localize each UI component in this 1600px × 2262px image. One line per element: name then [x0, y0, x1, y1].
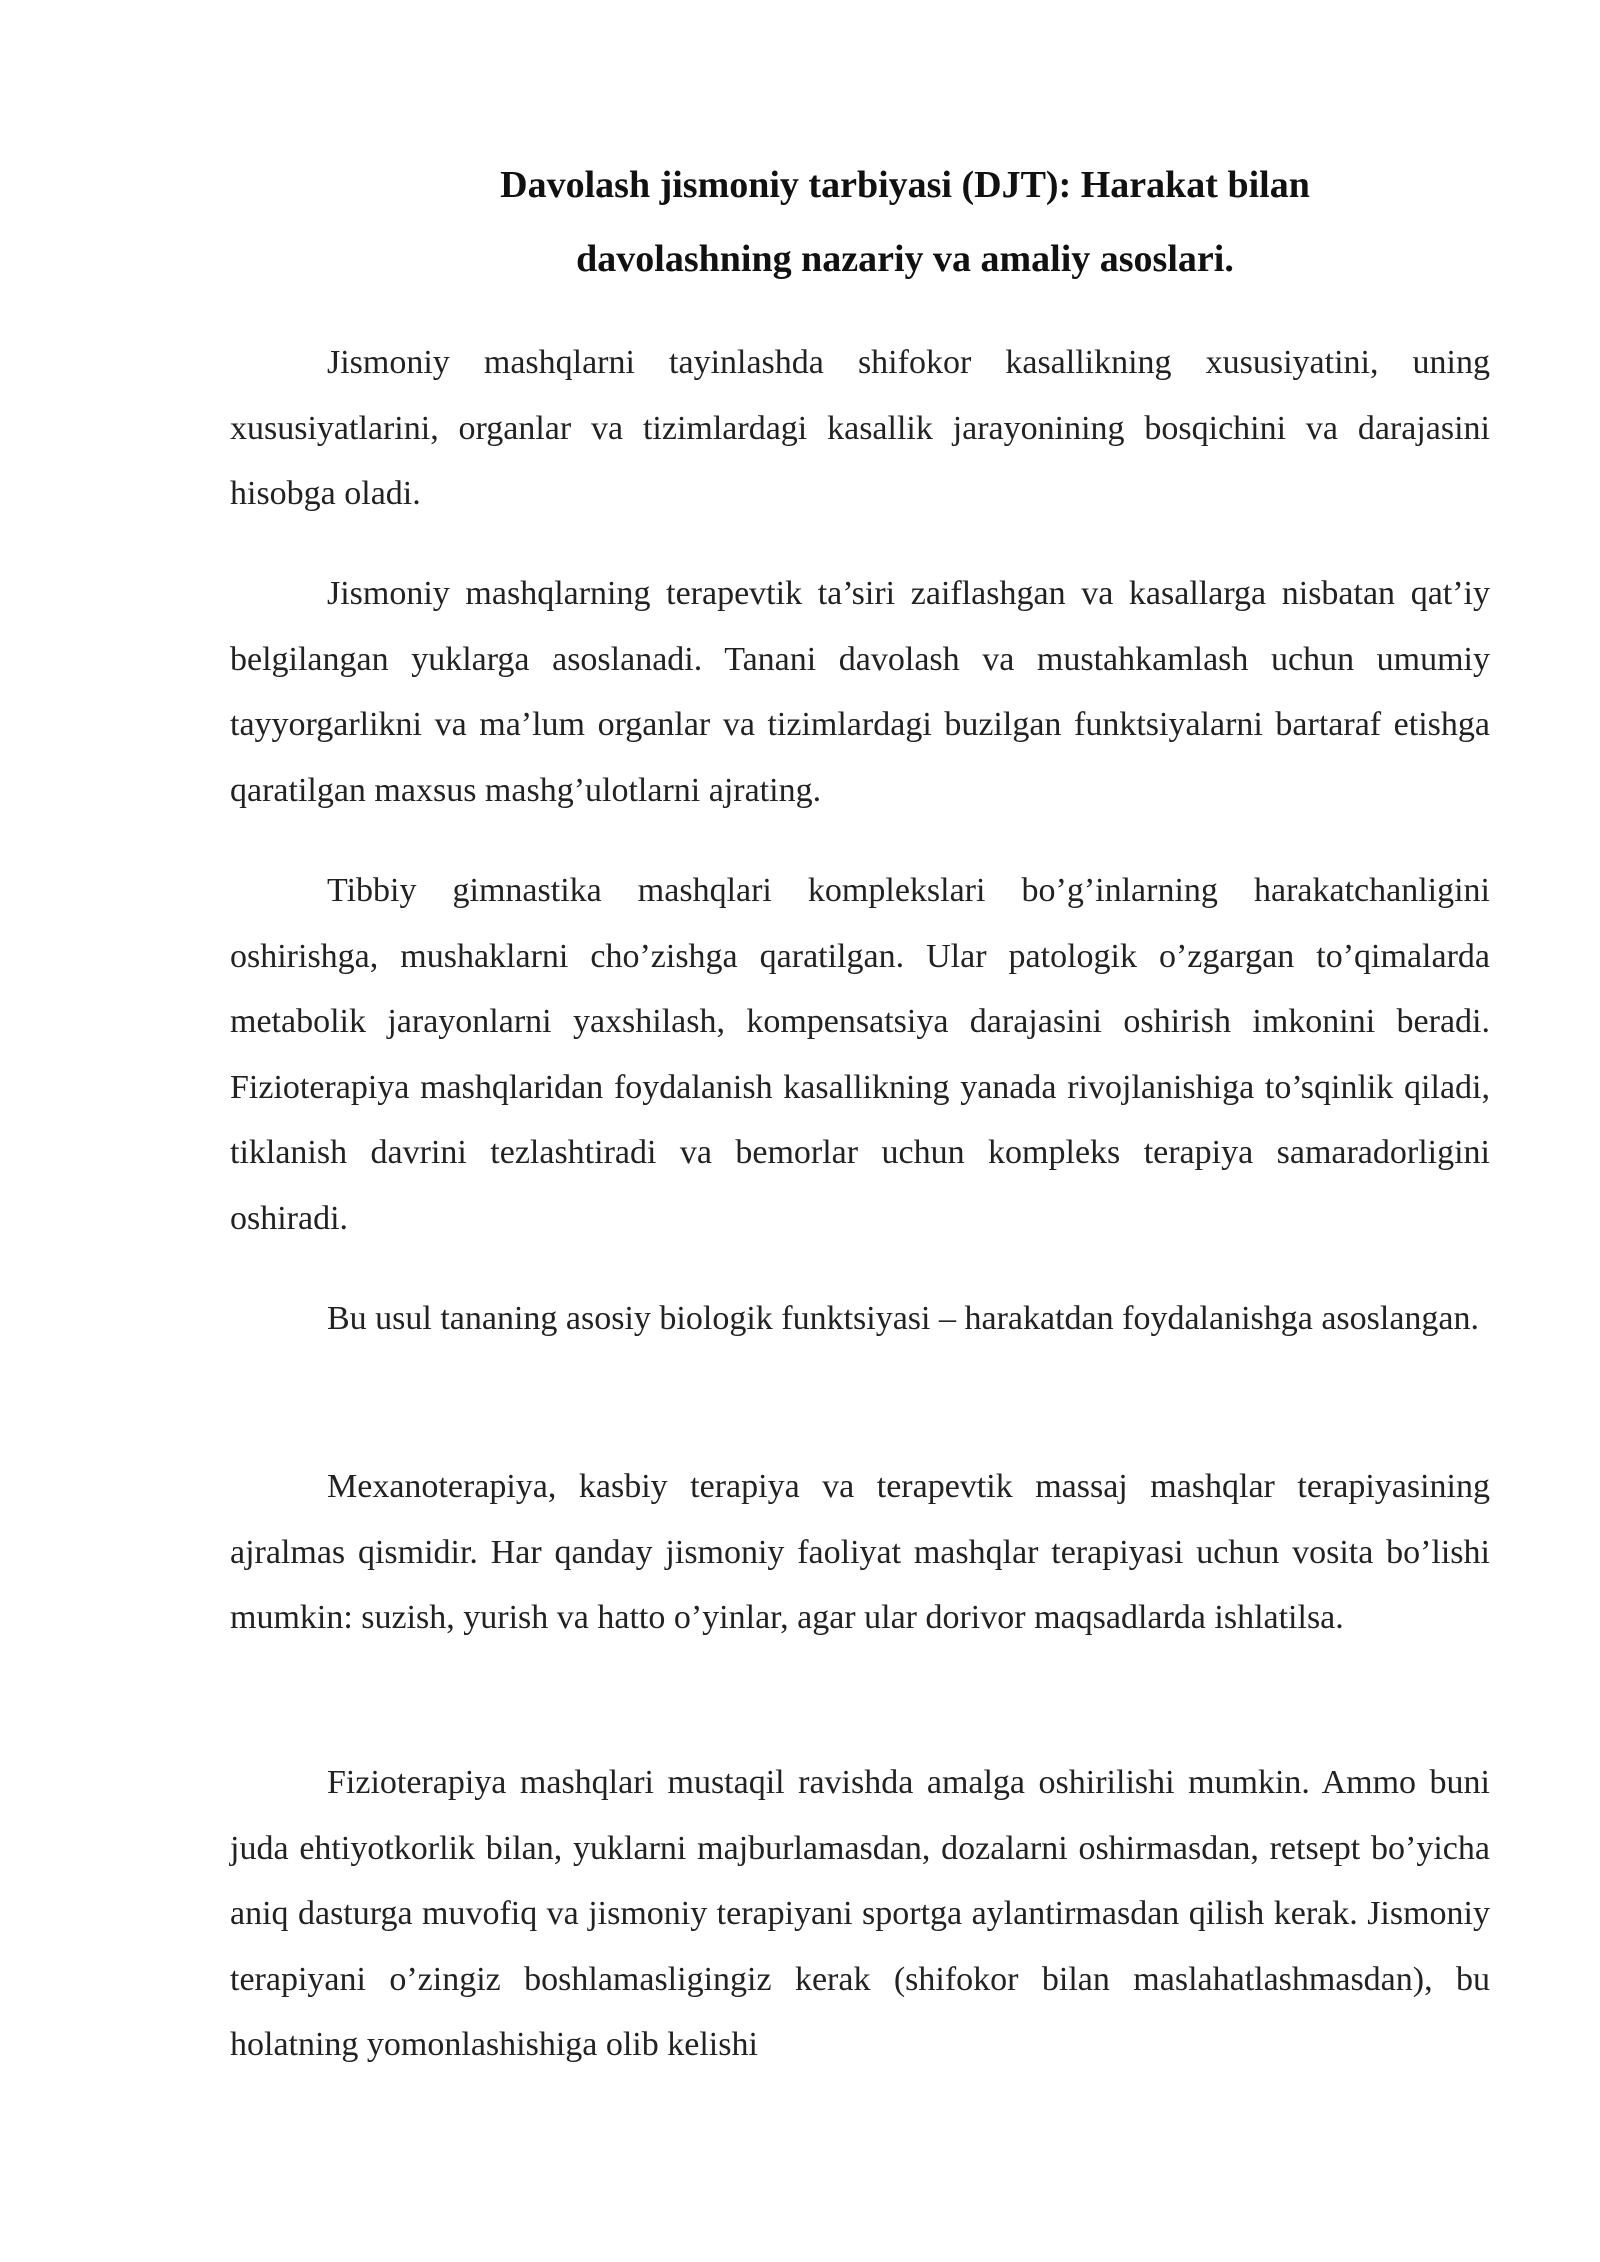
- paragraph-4: Bu usul tananing asosiy biologik funktsiyasi – harakatdan foydalanishga asoslangan.: [327, 1300, 1480, 1337]
- paragraph-2: Jismoniy mashqlarning terapevtik ta’siri zaiflashgan va kasallarga nisbatan qat’iy belgilangan yuklarga asoslanadi. Tanani davolash va mustahkamlash uchun umumiy tayyorgarlikni va ma’lum organlar va tizimlardagi buzilgan funktsiyalarni bartaraf etishga qaratilgan maxsus mashg’ulotlarni ajrating.: [230, 575, 1490, 809]
- paragraph-5: Mexanoterapiya, kasbiy terapiya va terapevtik massaj mashqlar terapiyasining ajralmas qismidir. Har qanday jismoniy faoliyat mashqlar terapiyasi uchun vosita bo’lishi mumkin: suzish, yurish va hatto o’yinlar, agar ular dorivor maqsadlarda ishlatilsa.: [230, 1468, 1490, 1636]
- title-line-1: Davolash jismoniy tarbiyasi (DJT): Harakat bilan: [500, 164, 1310, 206]
- paragraph-1: Jismoniy mashqlarni tayinlashda shifokor kasallikning xususiyatini, uning xususiyatlarini, organlar va tizimlardagi kasallik jarayonining bosqichini va darajasini hisobga oladi.: [230, 344, 1490, 512]
- paragraph-6: Fizioterapiya mashqlari mustaqil ravishda amalga oshirilishi mumkin. Ammo buni juda ehtiyotkorlik bilan, yuklarni majburlamasdan, dozalarni oshirmasdan, retsept bo’yicha aniq dasturga muvofiq va jismoniy terapiyani sportga aylantirmasdan qilish kerak. Jismoniy terapiyani o’zingiz boshlamasligingiz kerak (shifokor bilan maslahatlashmasdan), bu holatning yomonlashishiga olib kelishi: [230, 1764, 1490, 2063]
- title-line-2: davolashning nazariy va amaliy asoslari.: [576, 238, 1234, 280]
- paragraph-3: Tibbiy gimnastika mashqlari komplekslari bo’g’inlarning harakatchanligini oshirishga, mushaklarni cho’zishga qaratilgan. Ular patologik o’zgargan to’qimalarda metabolik jarayonlarni yaxshilash, kompensatsiya darajasini oshirish imkonini beradi. Fizioterapiya mashqlaridan foydalanish kasallikning yanada rivojlanishiga to’sqinlik qiladi, tiklanish davrini tezlashtiradi va bemorlar uchun kompleks terapiya samaradorligini oshiradi.: [230, 872, 1490, 1237]
- document-title: [380, 148, 1430, 296]
